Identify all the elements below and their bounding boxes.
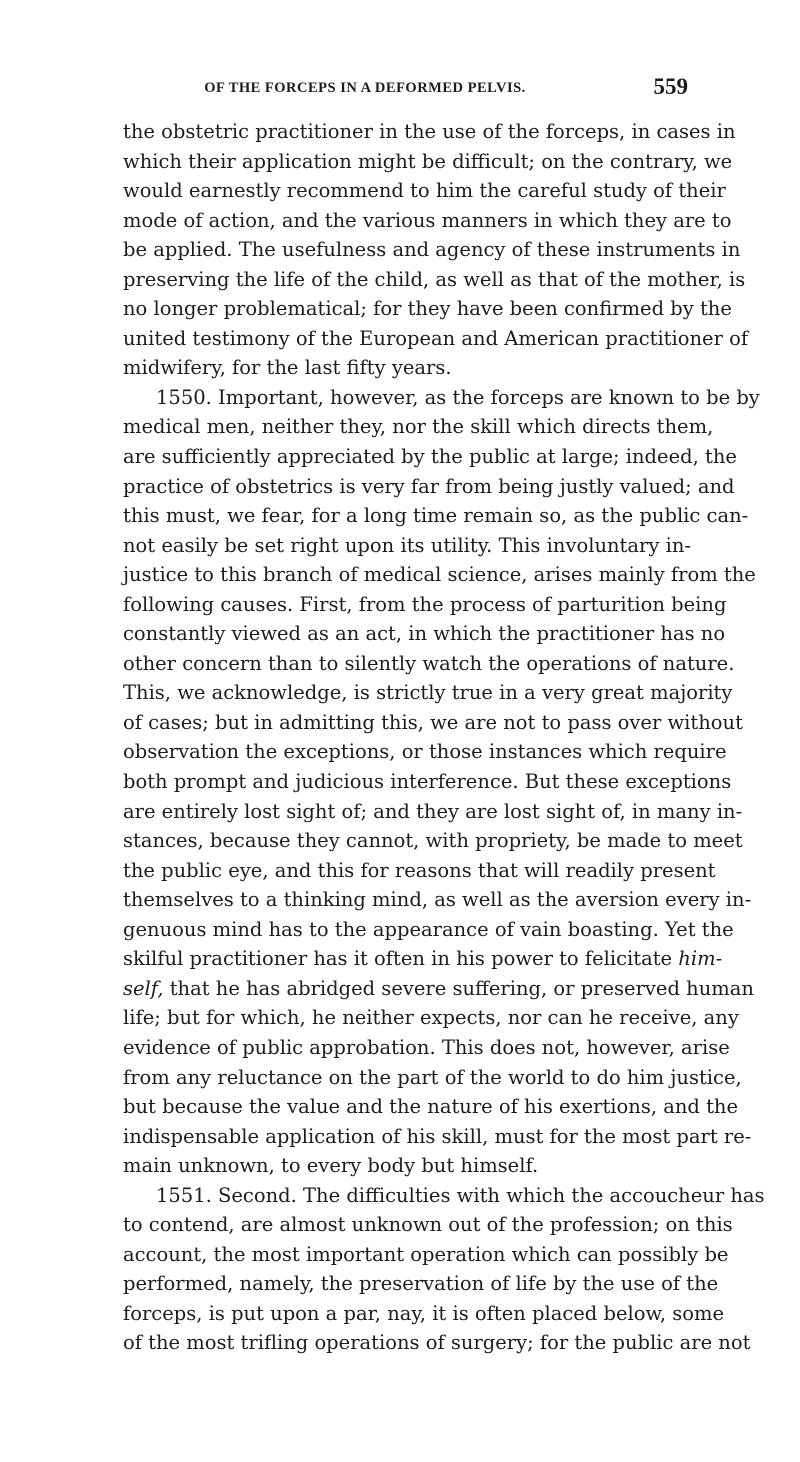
text-line-with-italic (123, 944, 723, 974)
text-line: to contend, are almost unknown out of the profession; on this (123, 1213, 733, 1237)
text-line: constantly viewed as an act, in which the practitioner has no (123, 622, 726, 646)
running-head (0, 74, 800, 102)
text-line: not easily be set right upon its utility. This involuntary in- (123, 533, 691, 557)
text-line: united testimony of the European and American practitioner of (123, 326, 749, 350)
text-line: midwifery, for the last fifty years. (123, 356, 452, 380)
text-line: following causes. First, from the process of parturition being (123, 592, 727, 616)
text-line: which their application might be difficult; on the contrary, we (123, 149, 733, 173)
text-line: of cases; but in admitting this, we are not to pass over without (123, 710, 743, 734)
text-line: observation the exceptions, or those instances which require (123, 740, 727, 764)
text-line: life; but for which, he neither expects, nor can he receive, any (123, 1006, 739, 1030)
text-line: justice to this branch of medical science, arises mainly from the (123, 563, 756, 587)
text-fragment: that he has abridged severe suffering, or preserved human (163, 976, 754, 1000)
text-line: stances, because they cannot, with propriety, be made to meet (123, 829, 743, 853)
text-line: both prompt and judicious interference. But these exceptions (123, 770, 732, 794)
text-line: preserving the life of the child, as well as that of the mother, is (123, 267, 746, 291)
text-line: are sufficiently appreciated by the public at large; indeed, the (123, 445, 737, 469)
text-line: medical men, neither they, nor the skill which directs them, (123, 415, 714, 439)
text-line: would earnestly recommend to him the careful study of their (123, 179, 726, 203)
italic-word: him- (678, 947, 723, 971)
paragraph-1551-start: 1551. Second. The difficulties with which the accoucheur has (156, 1183, 765, 1207)
page-number: 559 (653, 74, 688, 99)
text-line: indispensable application of his skill, must for the most part re- (123, 1124, 752, 1148)
text-line: main unknown, to every body but himself. (123, 1154, 539, 1178)
text-line: evidence of public approbation. This does not, however, arise (123, 1035, 730, 1059)
text-line: are entirely lost sight of; and they are lost sight of, in many in- (123, 799, 743, 823)
text-line: the public eye, and this for reasons that will readily present (123, 858, 716, 882)
text-line: be applied. The usefulness and agency of these instruments in (123, 238, 741, 262)
text-line: but because the value and the nature of his exertions, and the (123, 1095, 739, 1119)
text-fragment: skilful practitioner has it often in his power to felicitate (123, 947, 679, 971)
text-line: mode of action, and the various manners in which they are to (123, 208, 732, 232)
text-line: account, the most important operation which can possibly be (123, 1242, 729, 1266)
text-line: this must, we fear, for a long time remain so, as the public can- (123, 504, 749, 528)
text-line: from any reluctance on the part of the world to do him justice, (123, 1065, 742, 1089)
text-line: forceps, is put upon a par, nay, it is often placed below, some (123, 1301, 725, 1325)
text-line: performed, namely, the preservation of life by the use of the (123, 1272, 719, 1296)
text-line: genuous mind has to the appearance of vain boasting. Yet the (123, 917, 734, 941)
paragraph-1550-start: 1550. Important, however, as the forceps are known to be by (156, 385, 760, 409)
text-line: themselves to a thinking mind, as well as the aversion every in- (123, 888, 752, 912)
text-line: other concern than to silently watch the operations of nature. (123, 651, 735, 675)
running-title: OF THE FORCEPS IN A DEFORMED PELVIS. (204, 80, 526, 96)
body-text (123, 117, 765, 1358)
text-line: no longer problematical; for they have been confirmed by the (123, 297, 732, 321)
italic-word: self, (123, 976, 164, 1000)
text-line-with-italic (123, 974, 754, 1004)
text-line: of the most trifling operations of surgery; for the public are not (123, 1331, 751, 1355)
text-line: practice of obstetrics is very far from being justly valued; and (123, 474, 735, 498)
text-line: This, we acknowledge, is strictly true in a very great majority (123, 681, 733, 705)
text-line: the obstetric practitioner in the use of the forceps, in cases in (123, 120, 736, 143)
